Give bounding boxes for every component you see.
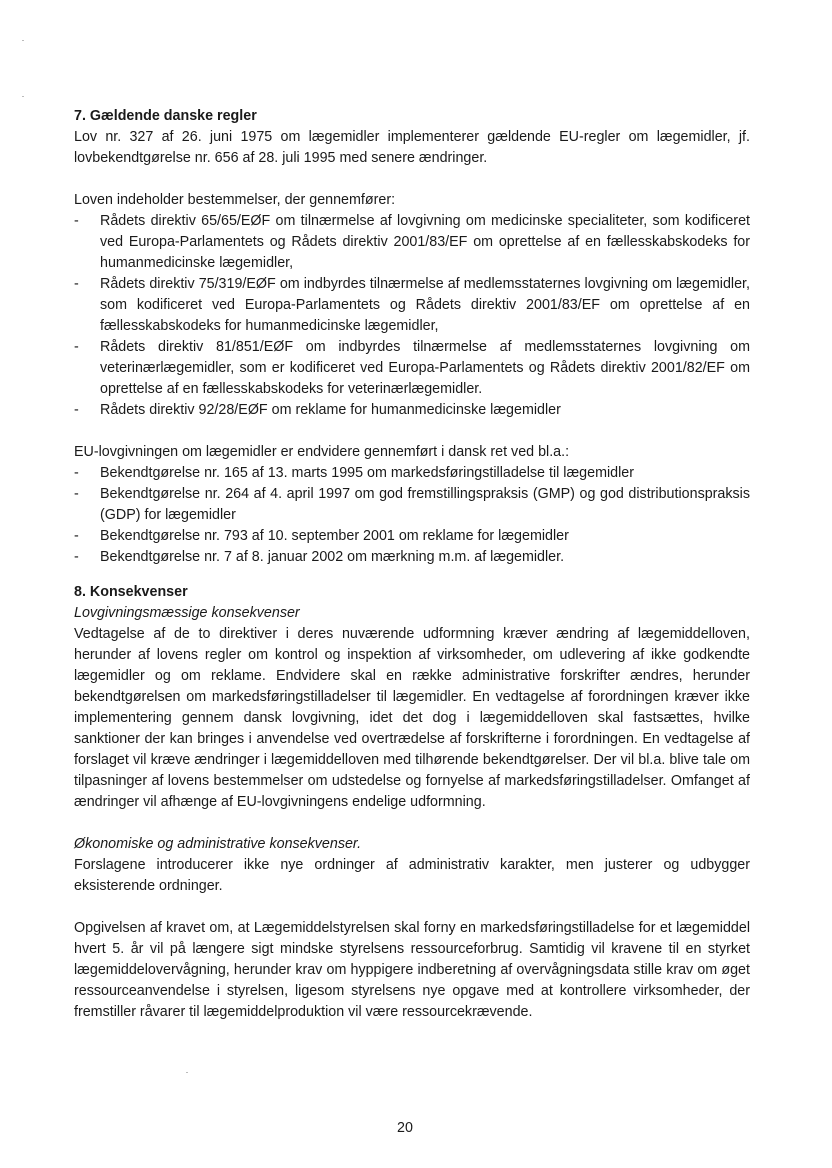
list-item [74,484,750,526]
list-item [74,547,750,568]
list-item-text: Rådets direktiv 65/65/EØF om tilnærmelse af lovgivning om medicinske specialiteter, som kodificeret ved Europa-Parlamentets og Rådets direktiv 2001/83/EF om oprettelse af en fællesskabskodeks for humanmedicinske lægemidler, [100,213,750,271]
list-item [74,274,750,337]
list-item-text: Bekendtgørelse nr. 165 af 13. marts 1995 om markedsføringstilladelse til lægemidler [100,465,634,481]
list-item [74,211,750,274]
dash-bullet: - [74,486,79,502]
list-item-text: Rådets direktiv 92/28/EØF om reklame for humanmedicinske lægemidler [100,402,561,418]
dash-bullet: - [74,402,79,418]
list-item-text: Bekendtgørelse nr. 264 af 4. april 1997 om god fremstillingspraksis (GMP) og god distributionspraksis (GDP) for lægemidler [100,486,750,523]
dash-bullet: - [74,213,79,229]
spacer [74,813,750,834]
list-item [74,463,750,484]
document-page [74,106,750,1023]
paragraph-legislative: Vedtagelse af de to direktiver i deres nuværende udformning kræver ændring af lægemiddelloven, herunder af lovens regler om kontrol og inspektion af virksomheder, om udlevering af ikke godkendte lægemidler og om reklame. Endvidere skal en række administrative forskrifter ændres, herunder bekendtgørelsen om markedsføringstilladelser til lægemidler. En vedtagelse af forordningen kræver ikke implementering gennem dansk lovgivning, idet det dog i lægemiddelloven skal fastsættes, hvilke sanktioner der kan bringes i anvendelse ved overtrædelse af forskrifterne i forordningen. En vedtagelse af forslaget vil kræve ændringer i lægemiddelloven med tilhørende bekendtgørelser. Der vil bl.a. blive tale om tilpasninger af lovens bestemmelser om udstedelse og fornyelse af markedsføringstilladelser. Omfanget af ændringer vil afhænge af EU-lovgivningens endelige udformning. [74,626,750,810]
dash-bullet: - [74,276,79,292]
list-item [74,400,750,421]
paragraph-resources: Opgivelsen af kravet om, at Lægemiddelstyrelsen skal forny en markedsføringstilladelse for et lægemiddel hvert 5. år vil på længere sigt mindske styrelsens ressourceforbrug. Samtidig vil kravene til en styrket lægemiddelovervågning, herunder krav om hyppigere indberetning af overvågningsdata stille krav om øget ressourceanvendelse i styrelsen, ligesom styrelsens nye opgave med at kontrollere virksomheder, der fremstiller råvarer til lægemiddelproduktion vil være ressourcekrævende. [74,920,750,1020]
directive-list [74,211,750,421]
list-2-intro: EU-lovgivningen om lægemidler er endvidere gennemført i dansk ret ved bl.a.: [74,444,570,460]
subheading-legislative: Lovgivningsmæssige konsekvenser [74,605,300,621]
dash-bullet: - [74,549,79,565]
list-item [74,526,750,547]
list-item-text: Rådets direktiv 81/851/EØF om indbyrdes tilnærmelse af medlemsstaternes lovgivning om veterinærlægemidler, som er kodificeret ved Europa-Parlamentets og Rådets direktiv 2001/82/EF om oprettelse af en fællesskabskodeks for veterinærlægemidler. [100,339,750,397]
subheading-economic: Økonomiske og administrative konsekvenser. [74,836,362,852]
section-8-heading: 8. Konsekvenser [74,584,188,600]
paragraph-economic: Forslagene introducerer ikke nye ordninger af administrativ karakter, men justerer og udbygger eksisterende ordninger. [74,857,750,894]
list-1-intro: Loven indeholder bestemmelser, der gennemfører: [74,192,396,208]
dash-bullet: - [74,528,79,544]
spacer [74,897,750,918]
dash-bullet: - [74,339,79,355]
regulation-list [74,463,750,568]
section-7-intro: Lov nr. 327 af 26. juni 1975 om lægemidler implementerer gældende EU-regler om lægemidler, jf. lovbekendtgørelse nr. 656 af 28. juli 1995 med senere ændringer. [74,129,750,166]
page-number: 20 [397,1120,413,1136]
spacer [74,421,750,442]
scan-speck [22,40,24,41]
spacer [74,568,750,582]
list-item-text: Bekendtgørelse nr. 7 af 8. januar 2002 om mærkning m.m. af lægemidler. [100,549,565,565]
dash-bullet: - [74,465,79,481]
scan-speck [186,1072,188,1073]
list-item [74,337,750,400]
list-item-text: Rådets direktiv 75/319/EØF om indbyrdes tilnærmelse af medlemsstaternes lovgivning om lægemidler, som kodificeret ved Europa-Parlamentets og Rådets direktiv 2001/83/EF om oprettelse af en fællesskabskodeks for humanmedicinske lægemidler, [100,276,750,334]
section-7-heading: 7. Gældende danske regler [74,108,257,124]
list-item-text: Bekendtgørelse nr. 793 af 10. september 2001 om reklame for lægemidler [100,528,569,544]
spacer [74,169,750,190]
scan-speck [22,96,24,97]
